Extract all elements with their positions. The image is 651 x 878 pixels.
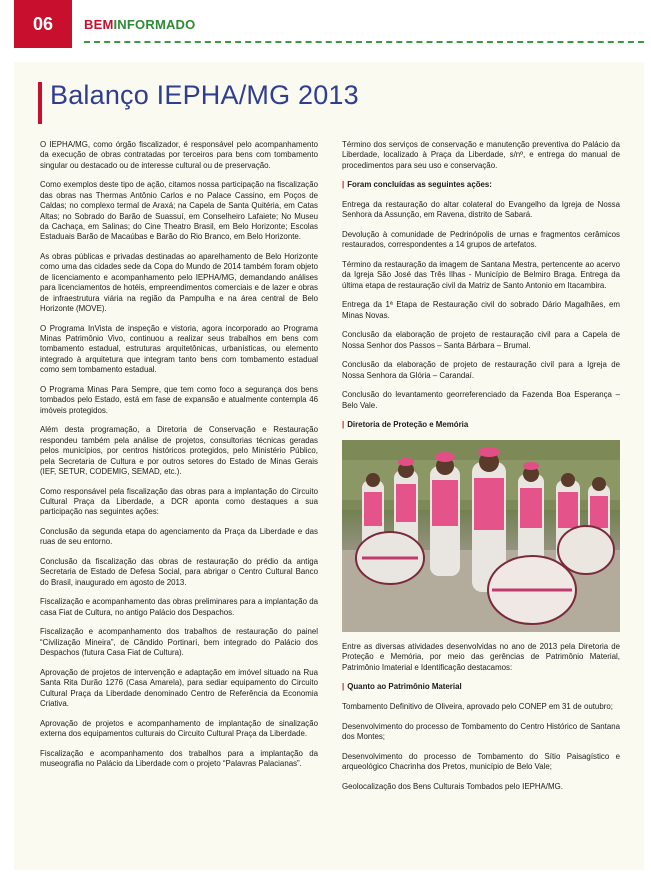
paragraph: Término da restauração da imagem de Santana Mestra, pertencente ao acervo da Igreja São José das Três Ilhas - Município de Belmiro Braga. Entrega da última etapa de restauração civil da Matriz de Santo Antonio em Itacambira. <box>342 260 620 290</box>
paragraph: Geolocalização dos Bens Culturais Tombados pelo IEPHA/MG. <box>342 781 563 791</box>
page-number: 06 <box>14 0 72 48</box>
header-divider <box>84 41 644 43</box>
paragraph: As obras públicas e privadas destinadas ao aparelhamento de Belo Horizonte como uma das cidades sede da Copa do Mundo de 2014 também foram objeto de licenciamento e acompanhamento pelo IEPHA/MG, demandando análises para licenciamentos de hotéis, empreendimentos comerciais e de lazer e obras de infraestrutura viária na região da Pampulha e na área central de Belo Horizonte (MOVE). <box>40 252 318 314</box>
paragraph: O Programa Minas Para Sempre, que tem como foco a segurança dos bens tombados pelo Estado, está em fase de expansão e atualmente contempla 46 imóveis protegidos. <box>40 384 318 415</box>
paragraph: Fiscalização e acompanhamento dos trabalhos para a implantação da museografia no Palácio da Liberdade com o projeto “Palavras Palacianas”. <box>40 748 318 768</box>
article-title: Balanço IEPHA/MG 2013 <box>50 80 359 110</box>
paragraph: Como responsável pela fiscalização das obras para a implantação do Circuito Cultural Praça da Liberdade, a DCR aponta como destaques a sua participação nas seguintes ações: <box>40 486 318 517</box>
title-accent-bar <box>38 82 42 124</box>
paragraph: Fiscalização e acompanhamento das obras preliminares para a implantação da casa Fiat de Cultura, no antigo Palácio dos Despachos. <box>40 597 318 617</box>
paragraph: Tombamento Definitivo de Oliveira, aprovado pelo CONEP em 31 de outubro; <box>342 702 613 711</box>
publication-logo <box>84 17 195 32</box>
paragraph: Término dos serviços de conservação e manutenção preventiva do Palácio da Liberdade, localizado à Praça da Liberdade, s/nº, e entrega do manual de procedimentos para seu uso e conservação. <box>342 140 620 170</box>
paragraph: Desenvolvimento do processo de Tombamento do Sítio Paisagístico e arqueológico Chacrinha dos Pretos, município de Belo Vale; <box>342 751 620 771</box>
section-subheading: | Diretoria de Proteção e Memória <box>342 420 620 430</box>
paragraph: Conclusão da fiscalização das obras de restauração do prédio da antiga Secretaria de Estado de Defesa Social, para abrigar o Centro Cultural Banco do Brasil, inaugurado em agosto de 2013. <box>40 556 318 587</box>
logo-part-informado: INFORMADO <box>113 17 196 32</box>
paragraph: Como exemplos deste tipo de ação, citamos nossa participação na fiscalização das obras nas Thermas Antônio Carlos e no Palace Cassino, em Poços de Caldas; no complexo termal de Araxá; na Capela de Santa Quitéria, em Catas Altas; no Sobrado do Barão de Suassuí, em Conselheiro Lafaiete; No Museu da Cachaça, em Salinas; do Cine Theatro Brasil, em Belo Horizonte; Escolas Estaduais Barão de Macaúbas e Barão do Rio Branco, em Belo Horizonte. <box>40 180 318 242</box>
left-column <box>40 140 318 779</box>
drummers-photo <box>342 440 620 632</box>
paragraph: Aprovação de projetos de intervenção e adaptação em imóvel situado na Rua Santa Rita Durão 1276 (Casa Amarela), para sediar equipamento do Circuito Cultural Praça da Liberdade denominado Centro de Referência da Economia Criativa. <box>40 667 318 708</box>
paragraph: O IEPHA/MG, como órgão fiscalizador, é responsável pelo acompanhamento da execução de obras contratadas por terceiros para bens com tombamento singular ou destacado ou de interesse cultural ou de preservação. <box>40 140 318 170</box>
paragraph: O Programa InVista de inspeção e vistoria, agora incorporado ao Programa Minas Patrimônio Vivo, continuou a realizar seus trabalhos em bens com tombamento estadual, estruturas arquitetônicas, urbanísticas, ou elemento integrado à arquitetura que integram tanto bens com tombamento estadual como sem tombamento estadual. <box>40 323 318 375</box>
paragraph: Fiscalização e acompanhamento dos trabalhos de restauração do painel “Civilização Mineira”, de Cândido Portinari, bem integrado do Palácio dos Despachos (futura Casa Fiat de Cultura). <box>40 627 318 658</box>
photo-illustration <box>342 440 620 632</box>
right-column <box>342 140 620 801</box>
paragraph: Conclusão da segunda etapa do agenciamento da Praça da Liberdade e das ruas de seu entorno. <box>40 526 318 547</box>
logo-part-bem: BEM <box>84 17 114 32</box>
article-body <box>14 62 644 870</box>
paragraph: Aprovação de projetos e acompanhamento de implantação de sinalização externa dos equipamentos culturais do Circuito Cultural Praça da Liberdade. <box>40 718 318 738</box>
page-header <box>0 0 651 48</box>
section-subheading: | Foram concluídas as seguintes ações: <box>342 180 620 190</box>
paragraph: Conclusão do levantamento georreferenciado da Fazenda Boa Esperança – Belo Vale. <box>342 390 620 410</box>
paragraph: Conclusão da elaboração de projeto de restauração civil para a Capela de Nossa Senhor dos Passos – Santa Bárbara – Brumal. <box>342 330 620 350</box>
section-subheading: | Quanto ao Patrimônio Material <box>342 682 620 692</box>
paragraph: Além desta programação, a Diretoria de Conservação e Restauração respondeu também pela análise de projetos, consultorias técnicas geradas pelos municípios, por centros históricos protegidos, pelo Ministério Público, pela Secretaria de Cultura e por outros setores do Estado de Minas Gerais (IEF, SETUR, CODEMIG, SEMAD, etc.). <box>40 425 318 476</box>
paragraph: Entre as diversas atividades desenvolvidas no ano de 2013 pela Diretoria de Proteção e Memória, por meio das gerências de Patrimônio Material, Patrimônio Imaterial e Identificação destacamos: <box>342 642 620 672</box>
paragraph: Entrega da 1ª Etapa de Restauração civil do sobrado Dário Magalhães, em Minas Novas. <box>342 300 620 320</box>
paragraph: Devolução à comunidade de Pedrinópolis de urnas e fragmentos cerâmicos restaurados, correspondentes a 14 grupos de artefatos. <box>342 230 620 250</box>
paragraph: Desenvolvimento do processo de Tombamento do Centro Histórico de Santana dos Montes; <box>342 721 620 741</box>
paragraph: Entrega da restauração do altar colateral do Evangelho da Igreja de Nossa Senhora da Assunção, em Ravena, distrito de Sabará. <box>342 200 620 220</box>
paragraph: Conclusão da elaboração de projeto de restauração civil para a Igreja de Nossa Senhora da Glória – Carandaí. <box>342 360 620 380</box>
